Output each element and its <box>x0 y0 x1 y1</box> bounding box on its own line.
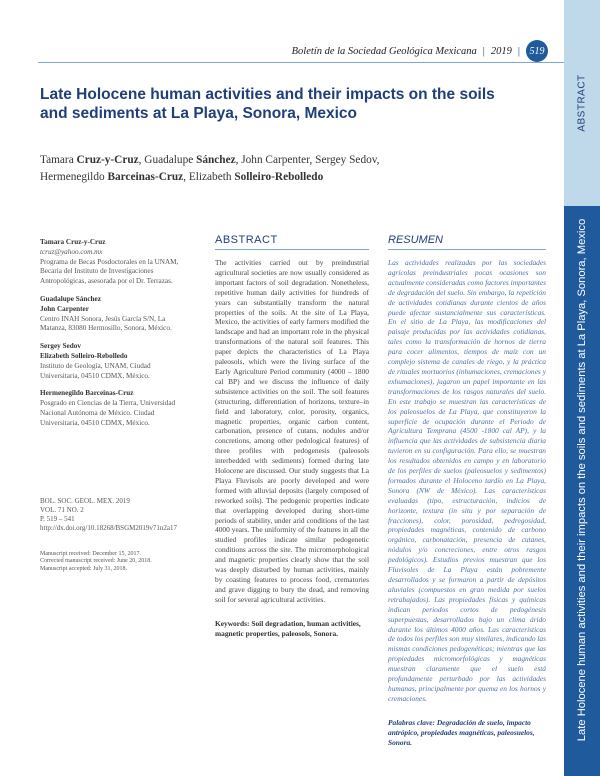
affiliation-text: Posgrado en Ciencias de la Tierra, Universidad Nacional Autónoma de México. Ciudad Universitaria, 04510 CDMX, México. <box>40 399 176 427</box>
date-received: Manuscript received: December 15, 2017. <box>40 550 141 557</box>
keywords: Keywords: Soil degradation, human activities, magnetic properties, paleosols, Sonora. <box>215 618 361 638</box>
resumen-text: Las actividades realizadas por las sociedades agrícolas preindustriales pocas ocasiones son actualmente consideradas como factores importantes de degradación del suelo. Sin embargo, la repetición de actividades cotidianas durante cientos de años puede afectar sustancialmente sus características. En el sitio de La Playa, las modificaciones del paisaje producidas por las actividades cotidianas, tales como la transformación de hornos de tierra para cocer alimentos, tiempos de maíz con un complejo sistema de canales de riego, y la práctica de rituales mortuorios (inhumaciones, cremaciones y exhumaciones), jugaron un papel importante en las transformaciones de los rasgos naturales del suelo. En este trabajo se muestran las características de los paleosuelos de La Playa, que constituyeron la superficie de ocupación durante el Periodo de Agricultura Temprana (4500 -1800 cal AP), y la influencia que las actividades de subsistencia diaria tuvieron en su configuración. Para ello, se muestran los resultados obtenidos en campo y en laboratorio de los perfiles de suelos (paleosuelos y sedimentos) formados durante el Holoceno tardío en La Playa, Sonora (NW de México). Las características evaluadas (tipo, estructuración, indicios de horizonte, textura (in situ y por separación de fracciones), color, porosidad, pedregosidad, propiedades magnéticas, contenido de carbono orgánico, carbonatación, presencia de cutanes, nódulos y/o concreciones, entre otros rasgos pedológicos). Estudios previos muestran que los Fluvisoles de La Playa están pobremente desarrollados y se formaron a partir de depósitos aluviales (compuestos en gran medida por suelos retrabajados). Las propiedades físicas y químicas indican periodos cortos de pedogénesis superpuestas, desarrollados bajo un clima árido durante los últimos 4000 años. Las características de todos los perfiles son muy similares, indicando las mismas condiciones pedogenéticas; mientras que las propiedades micromorfológicas y magnéticas muestran claramente que el suelo está profundamente perturbado por las actividades humanas, principalmente por quema en los hornos y cremaciones. <box>388 258 547 703</box>
affiliation <box>40 389 190 428</box>
journal-year: 2019 <box>490 45 512 57</box>
affiliation-names: Tamara Cruz-y-Cruz <box>40 238 106 246</box>
divider <box>215 249 369 250</box>
side-section-label: ABSTRACT <box>576 74 588 132</box>
affiliation <box>40 238 190 287</box>
resumen-column <box>388 234 546 748</box>
abstract-column <box>215 234 369 639</box>
affiliation <box>40 295 190 334</box>
affiliation-names: Hermenegildo Barceinas-Cruz <box>40 389 134 398</box>
separator: | <box>517 45 520 57</box>
author-last: Cruz-y-Cruz <box>76 154 139 166</box>
separator: | <box>482 45 485 57</box>
resumen-heading: RESUMEN <box>388 234 444 246</box>
divider <box>388 249 546 250</box>
author-list <box>40 152 480 186</box>
author-last: Sánchez <box>196 154 236 166</box>
affiliation-text: Programa de Becas Posdoctorales en la UNAM, Becaria del Instituto de Investigaciones Antropológicas, asesorada por el Dr. Terrazas. <box>40 257 179 286</box>
author-names: , John Carpenter, Sergey Sedov, <box>235 154 380 166</box>
author-email[interactable]: tcruz@yahoo.com.mx <box>40 247 103 256</box>
journal-name: Boletín de la Sociedad Geológica Mexicana <box>291 45 477 57</box>
side-running-title: Late Holocene human activities and their impacts on the soils and sediments at La Playa, Sonora, Mexico <box>576 218 588 742</box>
palabras-clave: Palabras clave: Degradación de suelo, impacto antrópico, propiedades magnéticas, paleosuelos, Sonora. <box>388 717 535 747</box>
author-first: Hermenegildo <box>40 171 108 183</box>
page-number: 519 <box>526 40 548 62</box>
paper-title: Late Holocene human activities and their impacts on the soils and sediments at La Playa, Sonora, Mexico <box>40 86 495 122</box>
manuscript-dates <box>40 551 190 574</box>
affiliation-names: Guadalupe Sánchez John Carpenter <box>40 294 101 313</box>
journal-citation: BOL. SOC. GEOL. MEX. 2019 <box>40 496 130 505</box>
journal-header <box>292 40 548 62</box>
doi-link[interactable]: http://dx.doi.org/10.18268/BSGM2019v71n2a17 <box>40 523 177 532</box>
date-corrected: Corrected manuscript received: June 20, 2018. <box>40 558 152 565</box>
journal-volume: VOL. 71 NO. 2 <box>40 505 84 514</box>
journal-info <box>40 497 190 533</box>
abstract-heading: ABSTRACT <box>215 234 278 246</box>
author-first: Tamara <box>40 154 77 166</box>
journal-pages: P. 519 ‒ 541 <box>40 514 75 523</box>
abstract-text: The activities carried out by preindustrial agricultural societies are now usually considered as important factors of soil degradation. Nonetheless, repetitive human daily activities for hundreds of years can substantially transform the natural properties of the soils. At the site of La Playa, Mexico, the activities of early farmers modified the landscape and had an important role in the physical transformations of the natural soil features. This paper depicts the characteristics of La Playa paleosols, which were the living surface of the Early Agriculture Period community (4000 – 1800 cal BP) and we discuss the influence of daily subsistence activities on the soil. The soil features (structuring, differentiation of horizons, texture–in field and laboratory, color, porosity, organics, magnetic properties, organic carbon content, carbonation, presence of cutans, nodules and/or concretions, among other pedological features) of three profiles with pedogenesis (paleosols interbedded with sediments) formed during late Holocene are discussed. Our study suggests that La Playa Fluvisols are poorly developed and were formed with alluvial deposits (largely composed of reworked soils). The pedogenic properties indicate that overlapping developed during short-time periods of stability, under arid conditions of the last 4000 years. The uniformity of the features in all the studied profiles indicate similar pedogenetic conditions across the site. The micromorphological and magnetic properties clearly show that the soil was deeply disturbed by human activities, mainly by coasting features to process food, crematories and grave digging to bury the dead, and removing soil for several agricultural activities. <box>215 258 369 604</box>
affiliations-column <box>40 238 190 573</box>
header-rule <box>38 62 564 63</box>
author-first: , Elizabeth <box>183 171 235 183</box>
affiliation-text: Centro INAH Sonora, Jesús García S/N, La Matanza, 83080 Hermosillo, Sonora, México. <box>40 314 172 333</box>
date-accepted: Manuscript accepted: July 31, 2018. <box>40 565 127 572</box>
affiliation-names: Sergey Sedov Elizabeth Solleiro-Rebolledo <box>40 342 128 360</box>
author-first: , Guadalupe <box>138 154 197 166</box>
affiliation-text: Instituto de Geología, UNAM, Ciudad Universitaria, 04510 CDMX, México. <box>40 361 151 380</box>
author-last: Solleiro-Rebolledo <box>234 171 324 183</box>
affiliation <box>40 342 190 381</box>
side-bar <box>564 0 600 776</box>
author-last: Barceinas-Cruz <box>107 171 184 183</box>
